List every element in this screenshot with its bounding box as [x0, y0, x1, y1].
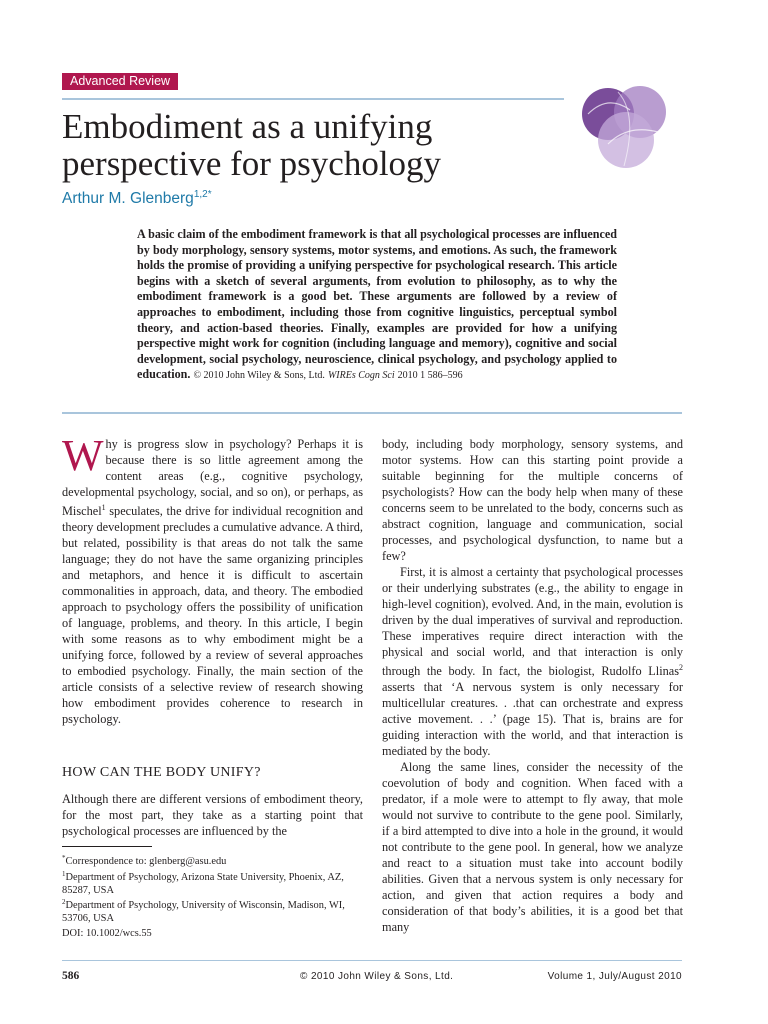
right-paragraph-2	[382, 564, 683, 759]
footer-rule	[62, 960, 682, 961]
journal-logo-icon	[578, 84, 678, 174]
section-heading: HOW CAN THE BODY UNIFY?	[62, 765, 261, 780]
right-paragraph-3: Along the same lines, consider the necessity of the coevolution of body and cognition. When faced with a predator, if a mole were to attempt to fly away, that mole would not survive to contribute to the gene pool. Similarly, if a bird attempted to dive into a hole in the ground, it would not contribute to the gene pool. In general, how we analyze and react to a situation must take into account bodily abilities. Given that a nervous system is only necessary for action, and given that action requires a body and consideration of that body’s abilities, it is a good bet that many	[382, 760, 683, 935]
footnote-text: Department of Psychology, University of Wisconsin, Madison, WI, 53706, USA	[62, 900, 345, 924]
journal-name: WIREs Cogn Sci	[327, 370, 395, 382]
footnote-affiliation-1	[62, 868, 362, 897]
footnote-mark: *	[62, 854, 66, 862]
header-rule	[62, 98, 564, 100]
footnote-mark: 1	[62, 870, 66, 878]
intro-text-part2: speculates, the drive for individual recognition and theory development precludes a cumulative advance. A third, but related, possibility is that areas do not talk the same language; they do not have the same organizing principles and metaphors, and hence it is difficult to ascertain commonalities in approach, data, and theory. The embodied approach to psychology offers the possibility of unification of language, problems, and theory. In this article, I begin with some reasons as to why embodiment might be a unifying force, followed by a review of several approaches to embodied psychology. Finally, the main section of the article consists of a selective review of research showing how embodiment provides coherence to research in psychology.	[62, 504, 363, 727]
footnote-mark: 2	[62, 898, 66, 906]
footnote-correspondence	[62, 852, 362, 868]
footnote-rule	[62, 846, 152, 847]
abstract	[137, 227, 617, 384]
section-paragraph: Although there are different versions of embodiment theory, for the most part, they take as a starting point that psychological processes are influenced by the	[62, 792, 363, 838]
left-column	[62, 431, 363, 727]
paragraph-text-part1: First, it is almost a certainty that psychological processes or their underlying substrates (e.g., the ability to engage in high-level cognition), evolved. And, in the main, evolution is driven by the dual imperatives of survival and reproduction. These imperatives require direct interaction with the physical and social world, and that interaction is only through the body. In fact, the biologist, Rudolfo Llinas	[382, 565, 683, 679]
right-paragraph-1: body, including body morphology, sensory systems, and motor systems. How can this starting point provide a suitable beginning for the multiple concerns of psychologists? How can the body help when many of these concerns seem to be unrelated to the body, concerns such as abstract cognition, language and communication, social processes, and psychological dysfunction, to name but a few?	[382, 437, 683, 563]
abstract-text: A basic claim of the embodiment framework is that all psychological processes are influenced by body morphology, sensory systems, motor systems, and emotions. As such, the framework holds the promise of providing a unifying perspective for psychological research. This article begins with a sketch of several arguments, from evolution to philosophy, as to why the embodiment framework is a good bet. These arguments are followed by a review of approaches to embodiment, including those from cognitive linguistics, perceptual symbol theory, and action-based theories. Finally, examples are provided for how a unifying perspective might work for cognition (including language and memory), cognitive and social development, social psychology, neuroscience, clinical psychology, and psychology applied to education.	[137, 227, 617, 382]
author-name: Arthur M. Glenberg	[62, 190, 194, 207]
footnote-text: Department of Psychology, Arizona State University, Phoenix, AZ, 85287, USA	[62, 872, 344, 896]
page-number: 586	[62, 970, 80, 982]
article-type-badge: Advanced Review	[62, 73, 178, 90]
author-line	[62, 189, 212, 208]
article-title: Embodiment as a unifying perspective for psychology	[62, 107, 442, 183]
paragraph-text-part2: asserts that ‘A nervous system is only necessary for multicellular creatures. . .that can orchestrate and express active movement. . .’ (page 15). That is, brains are for guiding interaction with the world, and that interaction is mediated by the body.	[382, 680, 683, 759]
abstract-copyright: © 2010 John Wiley & Sons, Ltd.	[193, 370, 325, 382]
doi: DOI: 10.1002/wcs.55	[62, 928, 152, 939]
reference-2: 2	[679, 663, 683, 672]
footnote-affiliation-2	[62, 896, 362, 925]
drop-cap: W	[62, 431, 104, 480]
footer-volume: Volume 1, July/August 2010	[547, 971, 682, 982]
intro-paragraph	[62, 431, 363, 727]
footnote-text: Correspondence to: glenberg@asu.edu	[65, 856, 227, 867]
journal-citation: 2010 1 586–596	[397, 370, 463, 382]
right-column	[382, 436, 683, 935]
footer-copyright: © 2010 John Wiley & Sons, Ltd.	[300, 971, 454, 982]
reference-1: 1	[101, 503, 106, 512]
intro-text-part1: hy is progress slow in psychology? Perhaps it is because there is so little agreement among the content areas (e.g., cognitive psychology, developmental psychology, social, and so on), or perhaps, as Mischel	[62, 437, 363, 519]
abstract-rule	[62, 412, 682, 414]
author-affiliation-marks: 1,2*	[193, 189, 212, 200]
